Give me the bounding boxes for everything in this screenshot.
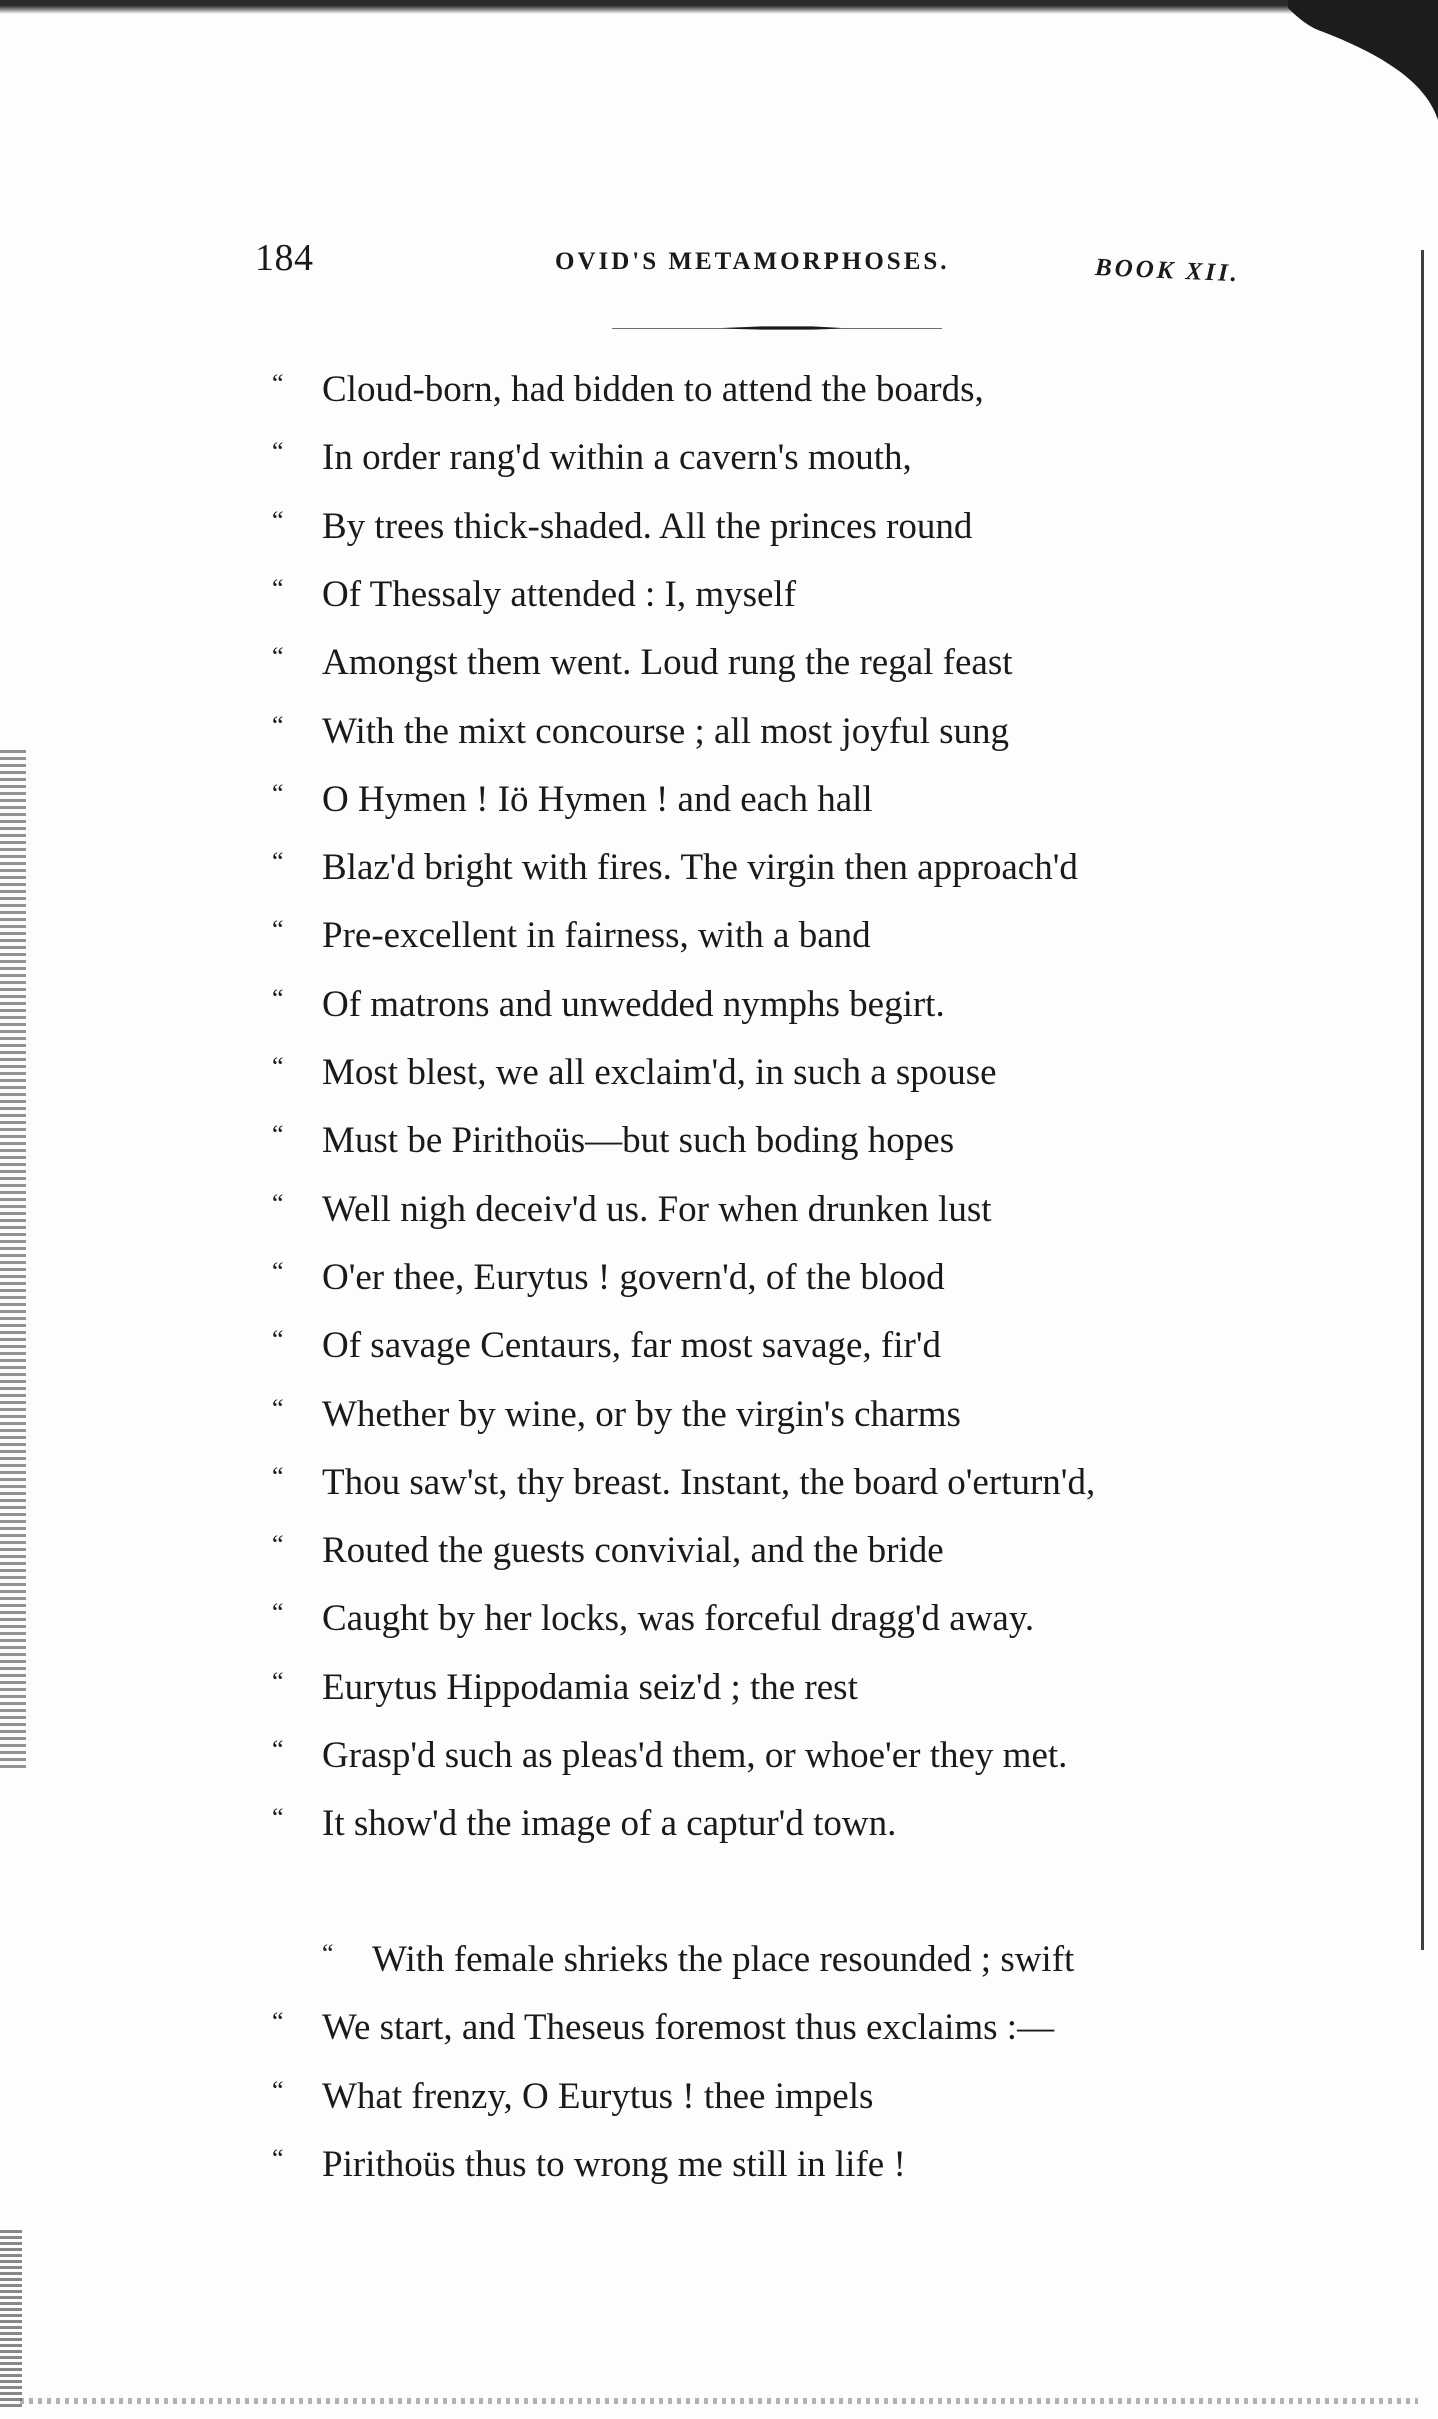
verse-line-text: Routed the guests convivial, and the bride: [322, 1530, 944, 1572]
verse-line-text: Of Thessaly attended : I, myself: [322, 573, 797, 615]
verse-line-text: Of savage Centaurs, far most savage, fir'd: [322, 1325, 942, 1367]
verse-line-text: Grasp'd such as pleas'd them, or whoe'er they met.: [322, 1735, 1068, 1776]
opening-quote-mark: “: [272, 915, 284, 945]
verse-line-text: What frenzy, O Eurytus ! thee impels: [322, 2075, 874, 2117]
scan-right-edge: [1421, 250, 1424, 1950]
verse-line-text: O Hymen ! Iö Hymen ! and each hall: [322, 778, 873, 820]
opening-quote-mark: “: [272, 642, 284, 672]
opening-quote-mark: “: [272, 505, 284, 535]
verse-line-text: Cloud-born, had bidden to attend the boards,: [322, 369, 984, 410]
header-rule: [612, 326, 942, 330]
opening-quote-mark: “: [272, 778, 284, 808]
verse-line-text: Must be Pirithoüs—but such boding hopes: [322, 1120, 955, 1162]
scan-bottom-edge: [20, 2398, 1418, 2404]
opening-quote-mark: “: [272, 1735, 284, 1764]
book-label: BOOK XII.: [1094, 254, 1241, 288]
opening-quote-mark: “: [272, 1666, 284, 1696]
page-curl-corner: [1288, 0, 1438, 120]
opening-quote-mark: “: [272, 2143, 284, 2173]
verse-line-text: It show'd the image of a captur'd town.: [322, 1803, 897, 1845]
opening-quote-mark: “: [272, 983, 284, 1013]
opening-quote-mark: “: [272, 1530, 284, 1560]
opening-quote-mark: “: [272, 1393, 284, 1423]
opening-quote-mark: “: [272, 369, 284, 398]
scan-left-edge-lower: [0, 2230, 22, 2410]
opening-quote-mark: “: [272, 2007, 284, 2037]
scan-top-edge: [0, 0, 1438, 14]
verse-line-text: Eurytus Hippodamia seiz'd ; the rest: [322, 1666, 858, 1708]
verse-line-text: Pre-excellent in fairness, with a band: [322, 915, 871, 957]
opening-quote-mark: “: [272, 710, 284, 740]
opening-quote-mark: “: [272, 573, 284, 603]
verse-line-text: Amongst them went. Loud rung the regal feast: [322, 642, 1013, 684]
verse-line-text: Of matrons and unwedded nymphs begirt.: [322, 983, 945, 1025]
verse-line-text: Thou saw'st, thy breast. Instant, the board o'erturn'd,: [322, 1461, 1096, 1503]
verse-line-text: We start, and Theseus foremost thus exclaims :—: [322, 2007, 1055, 2049]
page-number: 184: [255, 237, 314, 279]
opening-quote-mark: “: [272, 1120, 284, 1150]
opening-quote-mark: “: [272, 1461, 284, 1491]
verse-line-text: O'er thee, Eurytus ! govern'd, of the blood: [322, 1256, 945, 1298]
opening-quote-mark: “: [272, 1803, 284, 1833]
verse-line-text: With female shrieks the place resounded ; swift: [372, 1939, 1075, 1980]
verse-line-text: Blaz'd bright with fires. The virgin then approach'd: [322, 847, 1078, 889]
running-title: OVID'S METAMORPHOSES.: [555, 248, 950, 275]
verse-line-text: Whether by wine, or by the virgin's charms: [322, 1393, 961, 1435]
opening-quote-mark: “: [272, 1325, 284, 1355]
verse-line-text: By trees thick-shaded. All the princes round: [322, 505, 973, 547]
opening-quote-mark: “: [272, 437, 284, 467]
opening-quote-mark: “: [272, 1598, 284, 1628]
verse-line-text: Well nigh deceiv'd us. For when drunken lust: [322, 1188, 992, 1230]
verse-line-text: Pirithoüs thus to wrong me still in life !: [322, 2143, 906, 2185]
verse-line-text: Caught by her locks, was forceful dragg'd away.: [322, 1598, 1035, 1640]
opening-quote-mark: “: [272, 1052, 284, 1081]
opening-quote-mark: “: [322, 1939, 334, 1968]
scan-left-edge: [0, 750, 26, 1770]
verse-line-text: Most blest, we all exclaim'd, in such a spouse: [322, 1052, 997, 1093]
verse-line-text: In order rang'd within a cavern's mouth,: [322, 437, 912, 479]
verse-line-text: With the mixt concourse ; all most joyful sung: [322, 710, 1010, 752]
opening-quote-mark: “: [272, 847, 284, 877]
opening-quote-mark: “: [272, 1188, 284, 1218]
opening-quote-mark: “: [272, 1256, 284, 1286]
opening-quote-mark: “: [272, 2075, 284, 2105]
